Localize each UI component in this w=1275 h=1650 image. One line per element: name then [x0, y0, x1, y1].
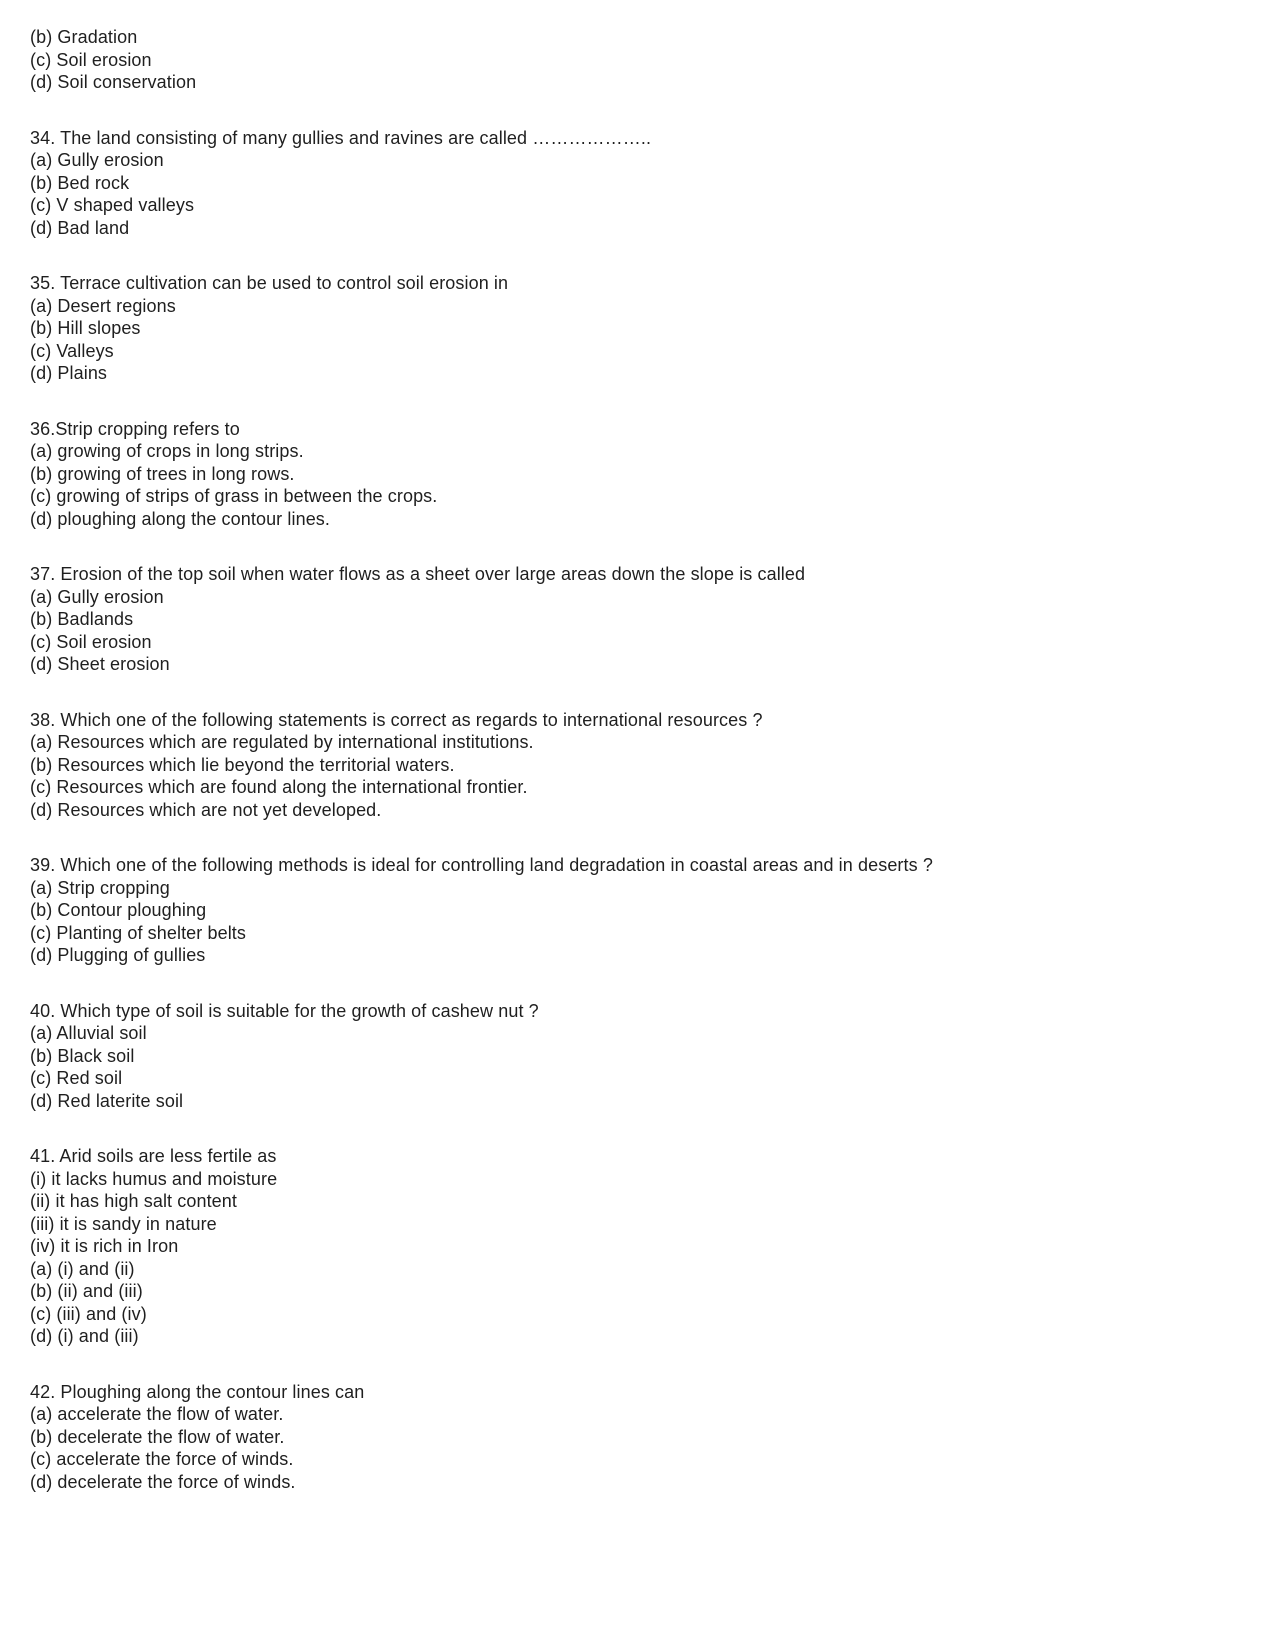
question-block [30, 418, 1255, 531]
option-text: (b) Resources which lie beyond the territorial waters. [30, 754, 455, 775]
option-text: (c) Planting of shelter belts [30, 922, 246, 943]
question-block [30, 272, 1255, 385]
question-text: 39. Which one of the following methods is ideal for controlling land degradation in coastal areas and in deserts ? [30, 855, 933, 875]
question-block [30, 1381, 1255, 1494]
option-text: (a) Gully erosion [30, 150, 164, 170]
option-text: (c) Soil erosion [30, 49, 152, 70]
option-text: (a) growing of crops in long strips. [30, 441, 304, 461]
question-block [30, 1000, 1255, 1113]
option-text: (b) decelerate the flow of water. [30, 1426, 285, 1447]
question-block [30, 709, 1255, 822]
option-text: (d) Soil conservation [30, 72, 197, 92]
option-text: (d) Resources which are not yet developed. [30, 799, 382, 820]
question-block [30, 26, 1255, 94]
statement-text: (iv) it is rich in Iron [30, 1236, 179, 1256]
option-text: (b) Bed rock [30, 172, 130, 193]
question-block [30, 127, 1255, 240]
question-text: 38. Which one of the following statements is correct as regards to international resources ? [30, 709, 763, 730]
option-text: (d) ploughing along the contour lines. [30, 508, 330, 529]
option-text: (b) Hill slopes [30, 318, 141, 338]
option-text: (d) (i) and (iii) [30, 1326, 139, 1346]
option-text: (b) (ii) and (iii) [30, 1281, 143, 1301]
option-text: (c) Soil erosion [30, 631, 152, 652]
statement-text: (iii) it is sandy in nature [30, 1213, 217, 1234]
option-text: (c) growing of strips of grass in between the crops. [30, 486, 438, 506]
option-text: (a) Alluvial soil [30, 1023, 147, 1043]
question-text: 40. Which type of soil is suitable for the growth of cashew nut ? [30, 1000, 539, 1021]
option-text: (d) Sheet erosion [30, 654, 170, 674]
question-text: 37. Erosion of the top soil when water flows as a sheet over large areas down the slope is called [30, 564, 806, 584]
option-text: (c) Resources which are found along the international frontier. [30, 777, 528, 797]
question-text: 36.Strip cropping refers to [30, 418, 240, 439]
option-text: (d) Plugging of gullies [30, 945, 206, 965]
statement-text: (i) it lacks humus and moisture [30, 1168, 278, 1189]
option-text: (b) Contour ploughing [30, 900, 207, 920]
option-text: (c) Valleys [30, 340, 114, 361]
option-text: (c) (iii) and (iv) [30, 1303, 147, 1324]
option-text: (c) V shaped valleys [30, 195, 195, 215]
option-text: (d) decelerate the force of winds. [30, 1471, 296, 1492]
option-text: (b) growing of trees in long rows. [30, 463, 295, 484]
option-text: (b) Black soil [30, 1045, 135, 1066]
question-block [30, 854, 1255, 967]
question-text: 42. Ploughing along the contour lines can [30, 1381, 365, 1402]
option-text: (d) Bad land [30, 217, 130, 238]
option-text: (a) Resources which are regulated by international institutions. [30, 732, 534, 752]
question-text: 35. Terrace cultivation can be used to control soil erosion in [30, 273, 509, 293]
option-text: (a) accelerate the flow of water. [30, 1404, 284, 1424]
option-text: (a) Strip cropping [30, 877, 170, 898]
option-text: (d) Red laterite soil [30, 1090, 184, 1111]
question-block [30, 563, 1255, 676]
option-text: (a) Gully erosion [30, 586, 164, 607]
option-text: (b) Badlands [30, 609, 134, 629]
option-text: (d) Plains [30, 363, 108, 383]
question-block [30, 1145, 1255, 1348]
question-text: 41. Arid soils are less fertile as [30, 1146, 277, 1166]
option-text: (a) Desert regions [30, 295, 176, 316]
option-text: (b) Gradation [30, 27, 138, 47]
question-text: 34. The land consisting of many gullies and ravines are called ……………….. [30, 127, 652, 148]
statement-text: (ii) it has high salt content [30, 1191, 237, 1211]
option-text: (a) (i) and (ii) [30, 1258, 135, 1279]
option-text: (c) accelerate the force of winds. [30, 1449, 294, 1469]
option-text: (c) Red soil [30, 1068, 123, 1088]
